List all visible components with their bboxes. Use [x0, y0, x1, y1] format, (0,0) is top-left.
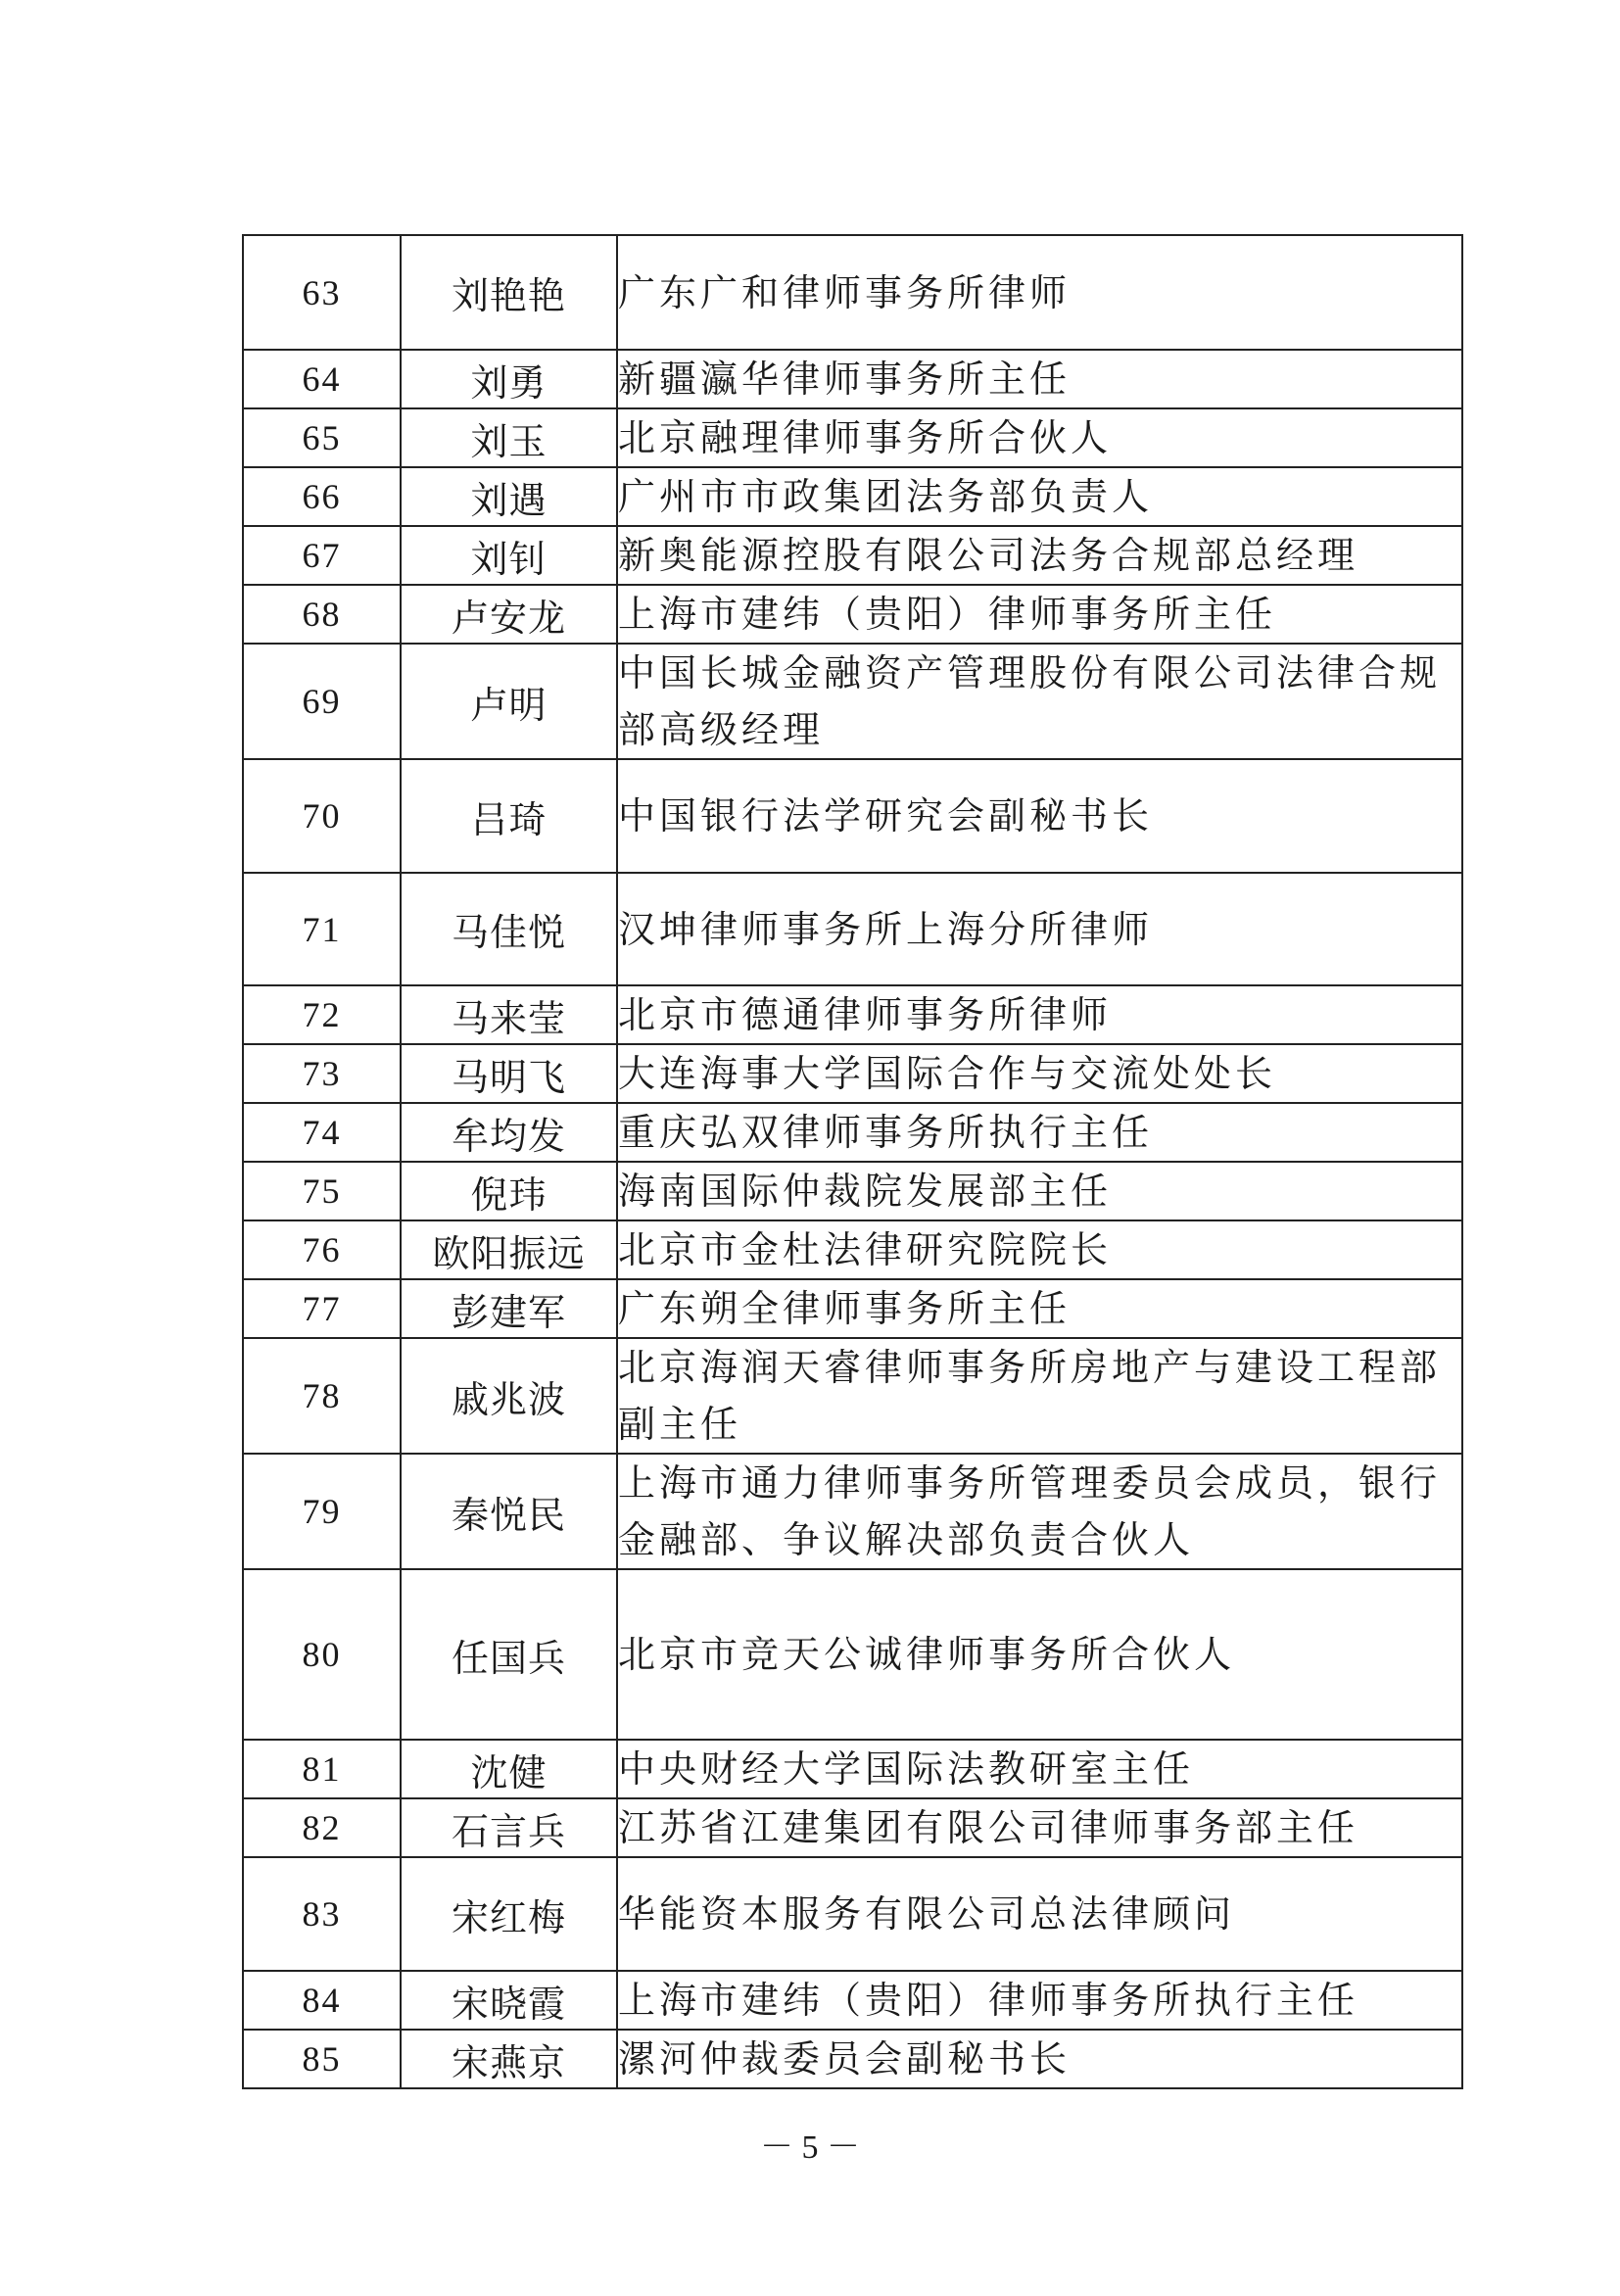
- row-number-cell: 72: [243, 985, 401, 1044]
- member-name-cell: 刘艳艳: [401, 235, 617, 350]
- table-row: [243, 1857, 1462, 1971]
- row-number-cell: 67: [243, 526, 401, 585]
- table-row: [243, 1454, 1462, 1569]
- row-number-cell: 66: [243, 467, 401, 526]
- row-number-cell: 77: [243, 1279, 401, 1338]
- member-roster-table: [242, 234, 1463, 2089]
- row-number-cell: 76: [243, 1220, 401, 1279]
- table-row: [243, 235, 1462, 350]
- member-name-cell: 马来莹: [401, 985, 617, 1044]
- table-row: [243, 1971, 1462, 2030]
- row-number-cell: 82: [243, 1798, 401, 1857]
- table-row: [243, 873, 1462, 985]
- table-row: [243, 1798, 1462, 1857]
- member-name-cell: 卢安龙: [401, 585, 617, 644]
- member-title-cell: 海南国际仲裁院发展部主任: [617, 1162, 1462, 1220]
- row-number-cell: 63: [243, 235, 401, 350]
- member-title-cell: 江苏省江建集团有限公司律师事务部主任: [617, 1798, 1462, 1857]
- member-title-cell: 汉坤律师事务所上海分所律师: [617, 873, 1462, 985]
- member-name-cell: 吕琦: [401, 759, 617, 873]
- member-name-cell: 马佳悦: [401, 873, 617, 985]
- member-title-cell: 中国银行法学研究会副秘书长: [617, 759, 1462, 873]
- row-number-cell: 71: [243, 873, 401, 985]
- row-number-cell: 65: [243, 408, 401, 467]
- member-title-cell: 北京市竞天公诚律师事务所合伙人: [617, 1569, 1462, 1740]
- member-name-cell: 秦悦民: [401, 1454, 617, 1569]
- table-row: [243, 759, 1462, 873]
- row-number-cell: 80: [243, 1569, 401, 1740]
- member-title-cell: 北京市金杜法律研究院院长: [617, 1220, 1462, 1279]
- member-title-cell: 大连海事大学国际合作与交流处处长: [617, 1044, 1462, 1103]
- member-title-cell: 上海市建纬（贵阳）律师事务所主任: [617, 585, 1462, 644]
- row-number-cell: 64: [243, 350, 401, 408]
- member-title-cell: 上海市建纬（贵阳）律师事务所执行主任: [617, 1971, 1462, 2030]
- member-name-cell: 刘钊: [401, 526, 617, 585]
- member-title-cell: 重庆弘双律师事务所执行主任: [617, 1103, 1462, 1162]
- member-name-cell: 卢明: [401, 644, 617, 759]
- row-number-cell: 83: [243, 1857, 401, 1971]
- member-title-cell: 中国长城金融资产管理股份有限公司法律合规部高级经理: [617, 644, 1462, 759]
- table-row: [243, 1162, 1462, 1220]
- member-name-cell: 倪玮: [401, 1162, 617, 1220]
- roster-body: [243, 235, 1462, 2088]
- member-title-cell: 广州市市政集团法务部负责人: [617, 467, 1462, 526]
- table-row: [243, 644, 1462, 759]
- member-name-cell: 彭建军: [401, 1279, 617, 1338]
- row-number-cell: 73: [243, 1044, 401, 1103]
- member-title-cell: 新疆瀛华律师事务所主任: [617, 350, 1462, 408]
- member-name-cell: 马明飞: [401, 1044, 617, 1103]
- table-row: [243, 1740, 1462, 1798]
- member-name-cell: 戚兆波: [401, 1338, 617, 1454]
- row-number-cell: 78: [243, 1338, 401, 1454]
- member-name-cell: 欧阳振远: [401, 1220, 617, 1279]
- row-number-cell: 81: [243, 1740, 401, 1798]
- member-name-cell: 宋红梅: [401, 1857, 617, 1971]
- member-name-cell: 刘勇: [401, 350, 617, 408]
- member-name-cell: 牟均发: [401, 1103, 617, 1162]
- table-row: [243, 1220, 1462, 1279]
- table-row: [243, 526, 1462, 585]
- page-number: － 5 －: [760, 2129, 860, 2166]
- row-number-cell: 75: [243, 1162, 401, 1220]
- member-name-cell: 刘玉: [401, 408, 617, 467]
- member-title-cell: 北京海润天睿律师事务所房地产与建设工程部副主任: [617, 1338, 1462, 1454]
- member-title-cell: 中央财经大学国际法教研室主任: [617, 1740, 1462, 1798]
- member-name-cell: 石言兵: [401, 1798, 617, 1857]
- table-row: [243, 1103, 1462, 1162]
- member-name-cell: 任国兵: [401, 1569, 617, 1740]
- table-row: [243, 1569, 1462, 1740]
- member-title-cell: 华能资本服务有限公司总法律顾问: [617, 1857, 1462, 1971]
- member-title-cell: 新奥能源控股有限公司法务合规部总经理: [617, 526, 1462, 585]
- member-title-cell: 广东广和律师事务所律师: [617, 235, 1462, 350]
- table-row: [243, 1044, 1462, 1103]
- member-name-cell: 宋燕京: [401, 2030, 617, 2088]
- member-title-cell: 广东朔全律师事务所主任: [617, 1279, 1462, 1338]
- member-title-cell: 北京融理律师事务所合伙人: [617, 408, 1462, 467]
- table-row: [243, 408, 1462, 467]
- table-row: [243, 350, 1462, 408]
- table-row: [243, 467, 1462, 526]
- row-number-cell: 69: [243, 644, 401, 759]
- member-title-cell: 上海市通力律师事务所管理委员会成员，银行金融部、争议解决部负责合伙人: [617, 1454, 1462, 1569]
- row-number-cell: 68: [243, 585, 401, 644]
- table-row: [243, 985, 1462, 1044]
- row-number-cell: 79: [243, 1454, 401, 1569]
- member-name-cell: 刘遇: [401, 467, 617, 526]
- member-name-cell: 沈健: [401, 1740, 617, 1798]
- row-number-cell: 74: [243, 1103, 401, 1162]
- table-row: [243, 1279, 1462, 1338]
- table-row: [243, 2030, 1462, 2088]
- member-title-cell: 北京市德通律师事务所律师: [617, 985, 1462, 1044]
- member-name-cell: 宋晓霞: [401, 1971, 617, 2030]
- row-number-cell: 70: [243, 759, 401, 873]
- member-title-cell: 漯河仲裁委员会副秘书长: [617, 2030, 1462, 2088]
- row-number-cell: 84: [243, 1971, 401, 2030]
- table-row: [243, 585, 1462, 644]
- table-row: [243, 1338, 1462, 1454]
- row-number-cell: 85: [243, 2030, 401, 2088]
